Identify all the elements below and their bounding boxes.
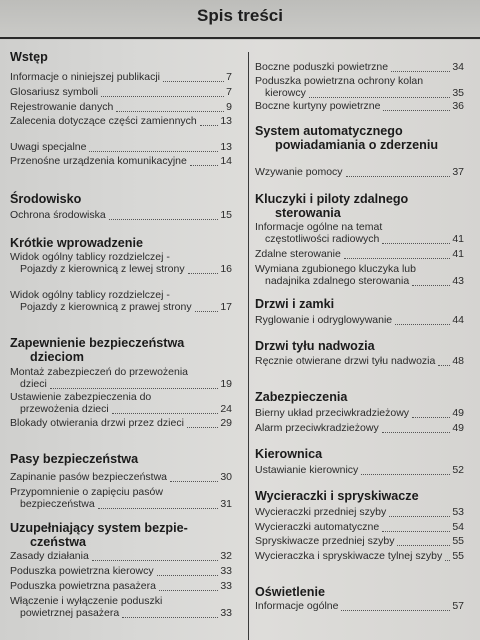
toc-entry-text: częstotliwości radiowych	[265, 232, 380, 245]
toc-page-number: 29	[220, 417, 232, 429]
section-heading: System automatycznego	[255, 124, 403, 138]
toc-entry-text: Włączenie i wyłączenie poduszki	[10, 595, 163, 607]
toc-entry-text: Informacje ogólne na temat	[255, 221, 383, 233]
toc-entry-text: Rejestrowanie danych	[10, 101, 114, 113]
toc-entry-text: kierowcy	[265, 86, 306, 99]
toc-entry-text: Ochrona środowiska	[10, 209, 106, 221]
toc-entry-line[interactable]	[10, 551, 232, 563]
toc-leader-dots	[157, 574, 219, 576]
toc-entry-line[interactable]	[10, 87, 232, 99]
toc-entry-text: Boczne kurtyny powietrzne	[255, 100, 381, 112]
toc-leader-dots	[438, 364, 450, 366]
toc-page-number: 31	[220, 497, 232, 510]
page-header	[0, 0, 480, 40]
toc-entry-text: Blokady otwierania drzwi przez dzieci	[10, 417, 184, 429]
toc-entry-line[interactable]	[265, 234, 464, 246]
toc-entry-text: Pojazdy z kierownicą z lewej strony	[20, 262, 185, 275]
toc-page-number: 55	[452, 550, 464, 562]
toc-entry-text: Przenośne urządzenia komunikacyjne	[10, 155, 187, 167]
toc-leader-dots	[195, 310, 219, 312]
toc-page-number: 19	[220, 377, 232, 390]
toc-page-number: 41	[452, 232, 464, 245]
toc-entry-text: Montaż zabezpieczeń do przewożenia	[10, 366, 189, 378]
toc-entry-text: Bierny układ przeciwkradzieżowy	[255, 407, 410, 419]
section-heading: Zabezpieczenia	[255, 390, 348, 404]
toc-page-number: 48	[452, 355, 464, 367]
toc-entry-line[interactable]	[255, 249, 464, 261]
toc-entry-text: Ustawianie kierownicy	[255, 464, 359, 476]
toc-entry-text: Ryglowanie i odryglowywanie	[255, 314, 393, 326]
toc-page-number: 15	[220, 209, 232, 221]
toc-entry-line[interactable]	[10, 210, 232, 222]
toc-entry-line[interactable]	[255, 101, 464, 113]
toc-entry-text: bezpieczeństwa	[20, 497, 95, 510]
toc-entry-line[interactable]	[10, 102, 232, 114]
toc-leader-dots	[112, 412, 219, 414]
toc-leader-dots	[92, 559, 219, 561]
toc-entry-line[interactable]	[255, 465, 464, 477]
toc-page-number: 14	[220, 155, 232, 167]
column-divider	[248, 52, 249, 640]
toc-leader-dots	[395, 323, 450, 325]
toc-entry-line[interactable]	[255, 551, 464, 563]
toc-leader-dots	[397, 544, 450, 546]
toc-entry-text: Pojazdy z kierownicą z prawej strony	[20, 300, 192, 313]
toc-page-number: 7	[226, 71, 232, 83]
toc-leader-dots	[382, 242, 450, 244]
toc-entry-line[interactable]	[255, 315, 464, 327]
toc-leader-dots	[122, 616, 218, 618]
section-heading: Zapewnienie bezpieczeństwa	[10, 336, 185, 350]
toc-page-number: 9	[226, 101, 232, 113]
toc-page-number: 13	[220, 115, 232, 127]
section-heading: dzieciom	[30, 350, 84, 364]
toc-page-number: 49	[452, 422, 464, 434]
toc-page-number: 30	[220, 471, 232, 483]
toc-entry-line[interactable]	[20, 499, 232, 511]
toc-page-number: 16	[220, 262, 232, 275]
toc-entry-line[interactable]	[20, 302, 232, 314]
toc-page-number: 44	[452, 314, 464, 326]
toc-page-number: 37	[452, 166, 464, 178]
toc-entry-line[interactable]	[10, 116, 232, 128]
toc-leader-dots	[382, 431, 451, 433]
toc-entry-text: powietrznej pasażera	[20, 606, 120, 619]
page-title: Spis treści	[197, 6, 283, 25]
toc-entry-line[interactable]	[255, 536, 464, 548]
toc-leader-dots	[163, 80, 224, 82]
toc-leader-dots	[170, 480, 218, 482]
toc-entry-text: Poduszka powietrzna ochrony kolan	[255, 75, 424, 87]
toc-page-number: 55	[452, 535, 464, 547]
section-heading: Wycieraczki i spryskiwacze	[255, 489, 419, 503]
toc-leader-dots	[50, 387, 218, 389]
toc-entry-line[interactable]	[10, 72, 232, 84]
toc-entry-text: Wycieraczki przedniej szyby	[255, 506, 387, 518]
toc-entry-text: Zalecenia dotyczące części zamiennych	[10, 115, 197, 127]
section-heading: sterowania	[275, 206, 341, 220]
toc-entry-text: Wymiana zgubionego kluczyka lub	[255, 263, 416, 275]
toc-entry-line[interactable]	[10, 472, 232, 484]
toc-entry-line[interactable]	[255, 423, 464, 435]
toc-page-number: 32	[220, 550, 232, 562]
toc-page-number: 36	[452, 100, 464, 112]
toc-entry-line[interactable]	[255, 408, 464, 420]
section-heading: czeństwa	[30, 535, 86, 549]
toc-leader-dots	[361, 473, 450, 475]
toc-page-number: 33	[220, 606, 232, 619]
toc-entry-line[interactable]	[10, 581, 232, 593]
toc-entry-line[interactable]	[265, 276, 464, 288]
toc-entry-text: dzieci	[20, 377, 47, 390]
section-heading: Uzupełniający system bezpie-	[10, 521, 188, 535]
toc-page-number: 13	[220, 141, 232, 153]
toc-leader-dots	[412, 416, 450, 418]
toc-page-number: 7	[226, 86, 232, 98]
toc-leader-dots	[98, 507, 219, 509]
toc-entry-text: Zapinanie pasów bezpieczeństwa	[10, 471, 168, 483]
toc-entry-text: Alarm przeciwkradzieżowy	[255, 422, 379, 434]
toc-entry-text: nadajnika zdalnego sterowania	[265, 274, 410, 287]
toc-entry-line[interactable]	[255, 62, 464, 74]
toc-entry-text: Ręcznie otwierane drzwi tyłu nadwozia	[255, 355, 436, 367]
header-rule	[0, 37, 480, 39]
toc-leader-dots	[101, 95, 224, 97]
toc-entry-text: Widok ogólny tablicy rozdzielczej -	[10, 251, 170, 263]
section-heading: Kierownica	[255, 447, 323, 461]
toc-entry-line[interactable]	[10, 566, 232, 578]
toc-page-number: 43	[452, 274, 464, 287]
toc-entry-text: Glosariusz symboli	[10, 86, 99, 98]
toc-leader-dots	[344, 257, 451, 259]
toc-entry-line[interactable]	[20, 264, 232, 276]
toc-leader-dots	[341, 609, 450, 611]
toc-leader-dots	[383, 109, 450, 111]
toc-entry-text: Wzywanie pomocy	[255, 166, 343, 178]
section-heading: powiadamiania o zderzeniu	[275, 138, 439, 152]
toc-leader-dots	[116, 110, 224, 112]
toc-leader-dots	[309, 96, 450, 98]
toc-entry-text: Widok ogólny tablicy rozdzielczej -	[10, 289, 170, 301]
toc-entry-line[interactable]	[255, 167, 464, 179]
toc-leader-dots	[391, 70, 450, 72]
toc-entry-text: Zdalne sterowanie	[255, 248, 341, 260]
section-heading: Oświetlenie	[255, 585, 325, 599]
toc-entry-line[interactable]	[255, 356, 464, 368]
toc-entry-text: Wycieraczki automatyczne	[255, 521, 380, 533]
toc-entry-line[interactable]	[255, 522, 464, 534]
toc-leader-dots	[412, 284, 450, 286]
toc-leader-dots	[389, 515, 450, 517]
toc-entry-line[interactable]	[10, 156, 232, 168]
toc-entry-line[interactable]	[10, 142, 232, 154]
toc-leader-dots	[445, 559, 450, 561]
toc-entry-text: Przypomnienie o zapięciu pasów	[10, 486, 163, 498]
toc-page-number: 35	[452, 86, 464, 99]
toc-entry-line[interactable]	[20, 608, 232, 620]
toc-leader-dots	[187, 426, 218, 428]
toc-entry-text: Informacje ogólne	[255, 600, 339, 612]
toc-entry-text: Zasady działania	[10, 550, 89, 562]
toc-entry-line[interactable]	[265, 88, 464, 100]
toc-entry-line[interactable]	[255, 601, 464, 613]
section-heading: Drzwi i zamki	[255, 297, 335, 311]
toc-leader-dots	[188, 272, 219, 274]
toc-entry-line[interactable]	[20, 379, 232, 391]
toc-leader-dots	[200, 124, 219, 126]
toc-entry-text: przewożenia dzieci	[20, 402, 109, 415]
toc-leader-dots	[190, 164, 218, 166]
toc-page-number: 53	[452, 506, 464, 518]
toc-page-number: 34	[452, 61, 464, 73]
section-heading: Pasy bezpieczeństwa	[10, 452, 139, 466]
toc-entry-text: Informacje o niniejszej publikacji	[10, 71, 160, 83]
section-heading: Drzwi tyłu nadwozia	[255, 339, 375, 353]
toc-leader-dots	[346, 175, 451, 177]
toc-page-number: 33	[220, 565, 232, 577]
toc-leader-dots	[89, 150, 218, 152]
toc-entry-text: Boczne poduszki powietrzne	[255, 61, 389, 73]
section-heading: Krótkie wprowadzenie	[10, 236, 143, 250]
toc-leader-dots	[159, 589, 218, 591]
toc-page-number: 57	[452, 600, 464, 612]
toc-entry-text: Poduszka powietrzna kierowcy	[10, 565, 154, 577]
toc-entry-text: Ustawienie zabezpieczenia do	[10, 391, 152, 403]
section-heading: Kluczyki i piloty zdalnego	[255, 192, 409, 206]
toc-entry-text: Poduszka powietrzna pasażera	[10, 580, 156, 592]
toc-page-number: 33	[220, 580, 232, 592]
toc-page-number: 24	[220, 402, 232, 415]
toc-page-number: 17	[220, 300, 232, 313]
toc-page-number: 54	[452, 521, 464, 533]
toc-entry-line[interactable]	[255, 507, 464, 519]
toc-entry-text: Wycieraczka i spryskiwacze tylnej szyby	[255, 550, 443, 562]
toc-page-number: 52	[452, 464, 464, 476]
toc-entry-text: Spryskiwacze przedniej szyby	[255, 535, 395, 547]
toc-leader-dots	[109, 218, 219, 220]
toc-page-number: 41	[452, 248, 464, 260]
section-heading: Środowisko	[10, 192, 82, 206]
toc-page-number: 49	[452, 407, 464, 419]
toc-leader-dots	[382, 530, 450, 532]
toc-entry-line[interactable]	[10, 418, 232, 430]
toc-entry-text: Uwagi specjalne	[10, 141, 87, 153]
toc-entry-line[interactable]	[20, 404, 232, 416]
section-heading: Wstęp	[10, 50, 48, 64]
